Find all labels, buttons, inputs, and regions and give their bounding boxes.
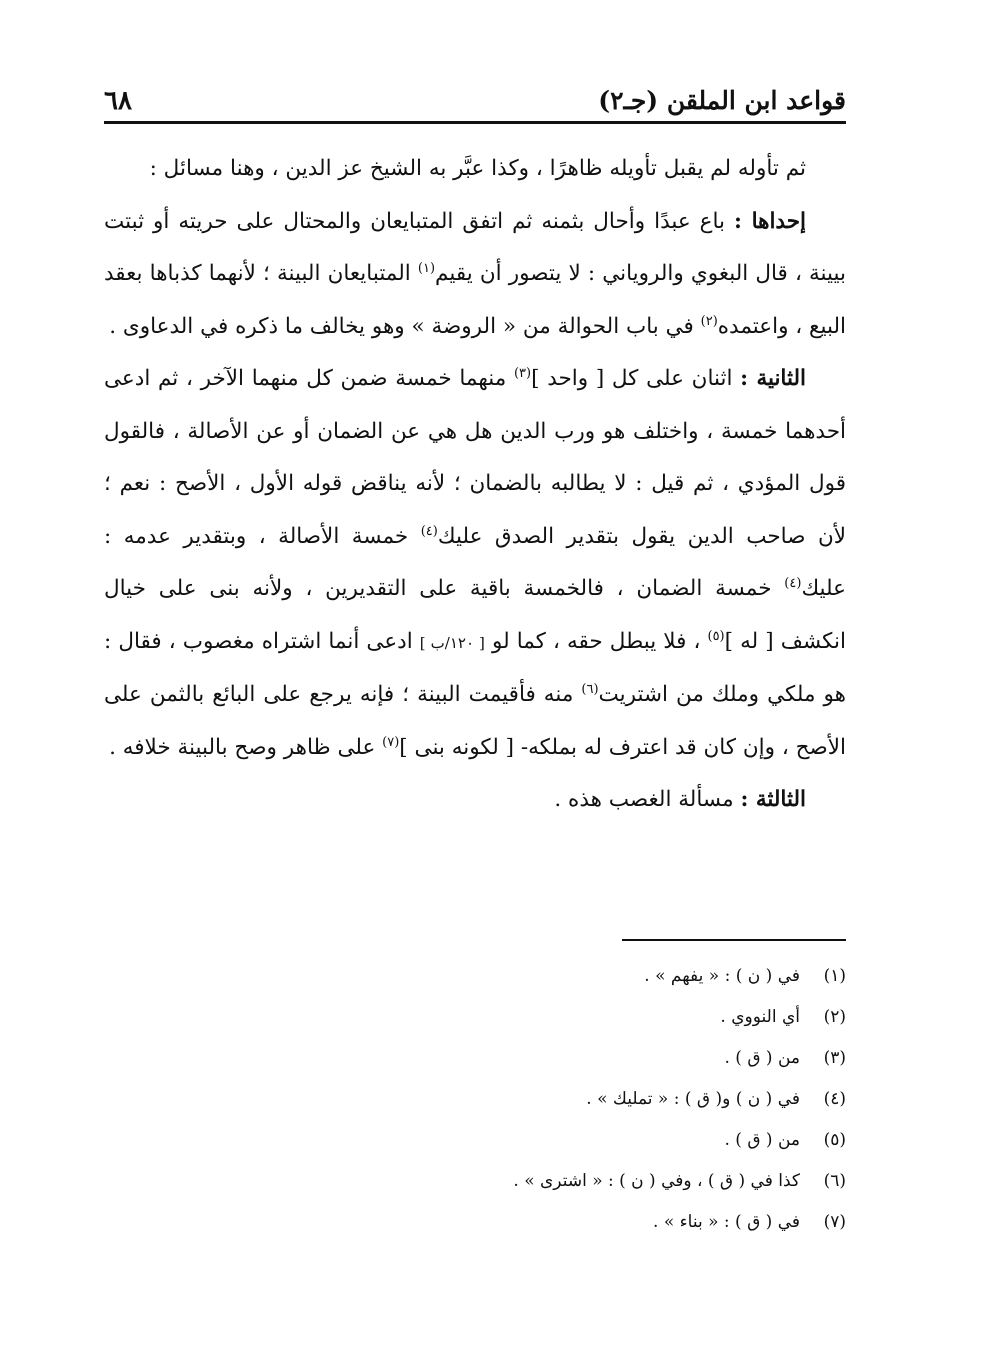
- footnote-text: أي النووي .: [720, 1007, 800, 1027]
- paragraph-text: اثنان على كل [ واحد ]: [531, 366, 741, 391]
- footnote-marker[interactable]: (٤): [784, 575, 802, 591]
- paragraph-text: باع عبدًا وأحال بثمنه ثم اتفق المتبايعان والمحتال على حريته أو ثبتت بيينة ، قال البغوي والروياني : لا يتصور أن يقيم: [104, 208, 846, 286]
- footnote-item: [104, 1161, 846, 1202]
- footnote-number: (٣): [823, 1048, 846, 1068]
- paragraph-third-issue: [104, 774, 846, 827]
- paragraph-text: ثم تأوله لم يقبل تأويله ظاهرًا ، وكذا عبَّر به الشيخ عز الدين ، وهنا مسائل :: [149, 156, 806, 181]
- footnote-marker[interactable]: (٤): [420, 523, 438, 539]
- footnote-marker[interactable]: (٣): [513, 365, 532, 381]
- footnote-text: كذا في ( ق ) ، وفي ( ن ) : « اشترى » .: [513, 1171, 800, 1191]
- page-header: [104, 78, 846, 118]
- issue-heading: الثالثة :: [740, 787, 806, 812]
- footnote-number: (١): [823, 966, 846, 986]
- header-divider: [104, 121, 846, 124]
- footnote-number: (٤): [823, 1089, 846, 1109]
- footnote-number: (٦): [823, 1171, 846, 1191]
- paragraph-second-issue: [104, 353, 846, 774]
- paragraph-text: خمسة الضمان ، فالخمسة باقية على التقديرين ، ولأنه بنى على خيال انكشف [ له ]: [104, 576, 846, 654]
- paragraph-text: في باب الحوالة من « الروضة » وهو يخالف ما ذكره في الدعاوى .: [109, 313, 701, 339]
- footnote-item: [104, 1202, 846, 1243]
- footnote-item: [104, 1120, 846, 1161]
- footnote-item: [104, 997, 846, 1038]
- paragraph-text: خمسة الأصالة ، وبتقدير عدمه : عليك: [104, 523, 846, 601]
- footnote-marker[interactable]: (١): [417, 260, 436, 276]
- issue-heading: إحداها :: [734, 208, 806, 234]
- paragraph-text: المتبايعان البينة ؛ لأنهما كذباها بعقد البيع ، واعتمده: [104, 261, 846, 339]
- footnote-marker[interactable]: (٧): [382, 734, 400, 750]
- paragraph-text: على ظاهر وصح بالبينة خلافه .: [109, 734, 383, 760]
- footnote-text: في ( ن ) و( ق ) : « تمليك » .: [586, 1089, 800, 1109]
- paragraph-text: ادعى أنما اشتراه مغصوب ، فقال : هو ملكي وملك من اشتريت: [104, 628, 846, 707]
- footnote-marker[interactable]: (٢): [700, 313, 718, 329]
- footnote-text: في ( ق ) : « بناء » .: [653, 1212, 800, 1232]
- footnote-number: (٧): [823, 1212, 846, 1232]
- footnote-divider: [622, 939, 846, 941]
- paragraph-text: منه فأقيمت البينة ؛ فإنه يرجع على البائع بالثمن على الأصح ، وإن كان قد اعترف له بملكه- [ لكونه بنى ]: [104, 682, 846, 760]
- footnote-text: من ( ق ) .: [724, 1130, 800, 1150]
- footnote-marker[interactable]: (٥): [707, 628, 725, 644]
- paragraph-text: منهما خمسة ضمن كل منهما الآخر ، ثم ادعى أحدهما خمسة ، واختلف هو ورب الدين هل هي عن الضمان أو عن الأصالة ، فالقول قول المؤدي ، ثم قيل : لا يطالبه بالضمان ؛ لأنه يناقض قوله الأول ، الأصح : نعم ؛ لأن صاحب الدين يقول بتقدير الصدق عليك: [104, 366, 846, 549]
- manuscript-folio-ref: [ ١٢٠/ب ]: [419, 633, 485, 652]
- main-text: [104, 143, 846, 827]
- paragraph-first-issue: [104, 196, 846, 354]
- issue-heading: الثانية :: [740, 366, 806, 391]
- paragraph-text: مسألة الغصب هذه .: [554, 787, 741, 812]
- footnote-number: (٥): [823, 1130, 846, 1150]
- paragraph-intro: [104, 143, 846, 196]
- footnotes-list: [104, 956, 846, 1243]
- footnote-text: من ( ق ) .: [724, 1048, 800, 1068]
- running-title: قواعد ابن الملقن (جـ٢): [598, 86, 846, 115]
- footnote-text: في ( ن ) : « يفهم » .: [644, 966, 800, 986]
- page-number: ٦٨: [104, 86, 132, 116]
- paragraph-text: ، فلا يبطل حقه ، كما لو: [484, 628, 708, 654]
- footnote-item: [104, 1038, 846, 1079]
- footnote-item: [104, 1079, 846, 1120]
- footnote-number: (٢): [823, 1007, 846, 1027]
- footnote-item: [104, 956, 846, 997]
- footnote-marker[interactable]: (٦): [581, 681, 599, 697]
